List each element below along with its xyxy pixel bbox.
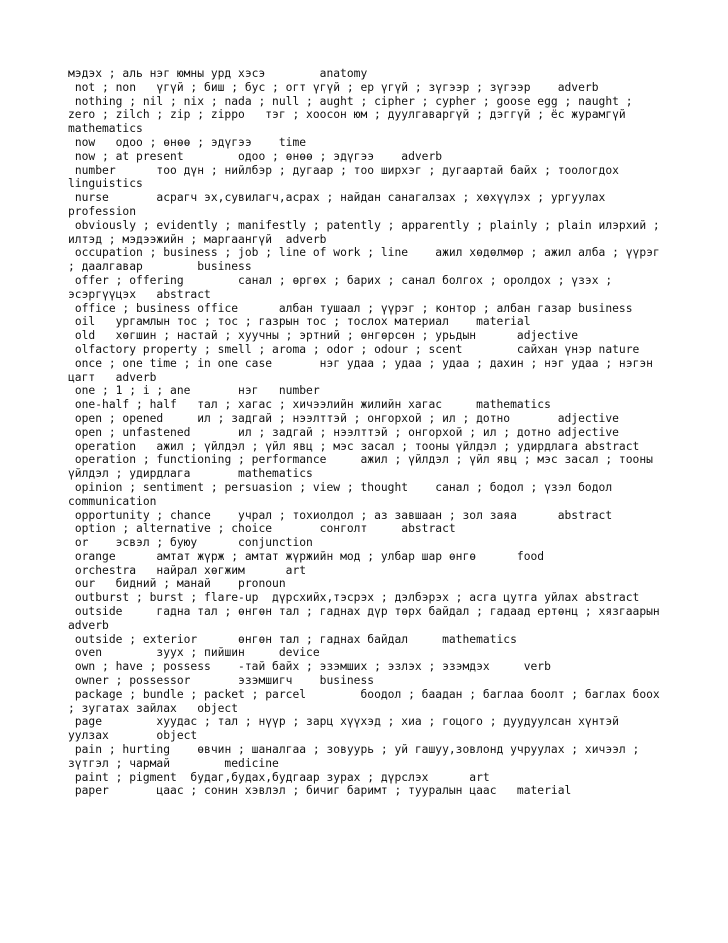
dictionary-entry: now одоо ; өнөө ; эдүгээ time: [68, 135, 307, 149]
dictionary-entry: operation ажил ; үйлдэл ; үйл явц ; мэс засал ; тооны үйлдэл ; удирдлага abstract: [68, 439, 640, 453]
dictionary-entry: our бидний ; манай pronoun: [68, 577, 286, 591]
dictionary-entry: paint ; pigment будаг,будах,будгаар зурах ; дүрслэх art: [68, 770, 490, 784]
dictionary-entry: paper цаас ; сонин хэвлэл ; бичиг баримт ; тууралын цаас material: [68, 784, 572, 798]
dictionary-entry: one-half ; half тал ; хагас ; хичээлийн жилийн хагас mathematics: [68, 398, 551, 412]
dictionary-entry: мэдэх ; аль нэг юмны урд хэсэ anatomy: [68, 67, 368, 80]
dictionary-entry: page хуудас ; тал ; нүүр ; зарц хүүхэд ; хиа ; гоцого ; дуудуулсан хүнтэй уулзах object: [68, 715, 626, 743]
dictionary-entry: nothing ; nil ; nix ; nada ; null ; aught ; cipher ; cypher ; goose egg ; naught ; zero ; zilch ; zip ; zippo тэг ; хоосон юм ; дуулгаваргүй ; дэггүй ; ёс журамгүй mathematics: [68, 94, 660, 136]
dictionary-entry: owner ; possessor эзэмшигч business: [68, 674, 375, 688]
dictionary-entry: once ; one time ; in one case нэг удаа ; удаа ; удаа ; дахин ; нэг удаа ; нэгэн цагт adverb: [68, 356, 660, 384]
dictionary-entry: operation ; functioning ; performance ажил ; үйлдэл ; үйл явц ; мэс засал ; тооны үйлдэл ; удирдлага mathematics: [68, 453, 660, 481]
dictionary-entry: outside ; exterior өнгөн тал ; гаднах байдал mathematics: [68, 632, 517, 646]
dictionary-entry: not ; non үгүй ; биш ; бус ; огт үгүй ; ер үгүй ; зүгээр ; зүгээр adverb: [68, 80, 599, 94]
dictionary-entry: oil ургамлын тос ; тос ; газрын тос ; тослох материал material: [68, 315, 531, 329]
dictionary-entry: option ; alternative ; choice сонголт abstract: [68, 522, 456, 536]
dictionary-entry: olfactory property ; smell ; aroma ; odor ; odour ; scent сайхан үнэр nature: [68, 342, 640, 356]
dictionary-entry: own ; have ; possess -тай байх ; эзэмших ; эзлэх ; эзэмдэх verb: [68, 660, 551, 674]
document-page: [68, 67, 687, 798]
dictionary-entry: offer ; offering санал ; өргөх ; барих ; санал болгох ; оролдох ; үзэх ; эсэргүүцэх abstract: [68, 273, 619, 301]
dictionary-entry: occupation ; business ; job ; line of work ; line ажил хөдөлмөр ; ажил алба ; үүрэг ; даалгавар business: [68, 246, 667, 274]
dictionary-entry: package ; bundle ; packet ; parcel боодол ; баадан ; баглаа боолт ; баглах боох ; зугатах зайлах object: [68, 687, 667, 715]
dictionary-entry: now ; at present одоо ; өнөө ; эдүгээ adverb: [68, 149, 443, 163]
dictionary-entry: orchestra найрал хөгжим art: [68, 563, 307, 577]
dictionary-entry: one ; 1 ; i ; ane нэг number: [68, 384, 320, 398]
dictionary-entry: outburst ; burst ; flare-up дүрсхийх,тэсрэх ; дэлбэрэх ; асга цутга уйлах abstract: [68, 591, 640, 605]
dictionary-entry: orange амтат жүрж ; амтат жүржийн мод ; улбар шар өнгө food: [68, 549, 545, 563]
dictionary-entry: nurse асрагч эх,сувилагч,асрах ; найдан санагалзах ; хөхүүлэх ; ургуулах profession: [68, 191, 613, 218]
dictionary-entry: outside гадна тал ; өнгөн тал ; гаднах дүр төрх байдал ; гадаад ертөнц ; хязгаарын adverb: [68, 605, 687, 632]
dictionary-entry: number тоо дүн ; нийлбэр ; дугаар ; тоо ширхэг ; дугаартай байх ; тоологдох linguistics: [68, 163, 626, 191]
dictionary-entry: or эсвэл ; буюу conjunction: [68, 536, 313, 550]
dictionary-entry: open ; unfastened ил ; задгай ; нээлттэй ; онгорхой ; ил ; дотно adjective: [68, 425, 619, 439]
dictionary-entry: opinion ; sentiment ; persuasion ; view ; thought санал ; бодол ; үзэл бодол communication: [68, 480, 619, 508]
dictionary-entry: oven зуух ; пийшин device: [68, 646, 320, 660]
dictionary-entry: obviously ; evidently ; manifestly ; patently ; apparently ; plainly ; plain илэрхий ; илтэд ; мэдээжийн ; маргаангүй adverb: [68, 218, 667, 246]
dictionary-entry: pain ; hurting өвчин ; шаналгаа ; зовуурь ; уй гашуу,зовлонд учруулах ; хичээл ; зүтгэл ; чармай medicine: [68, 743, 647, 770]
dictionary-entry: office ; business office албан тушаал ; үүрэг ; контор ; албан газар business: [68, 301, 633, 315]
dictionary-entry: open ; opened ил ; задгай ; нээлттэй ; онгорхой ; ил ; дотно adjective: [68, 411, 619, 425]
dictionary-entry: old хөгшин ; настай ; хуучны ; эртний ; өнгөрсөн ; урьдын adjective: [68, 329, 579, 343]
dictionary-entry: opportunity ; chance учрал ; тохиолдол ; аз завшаан ; зол заяа abstract: [68, 508, 613, 522]
